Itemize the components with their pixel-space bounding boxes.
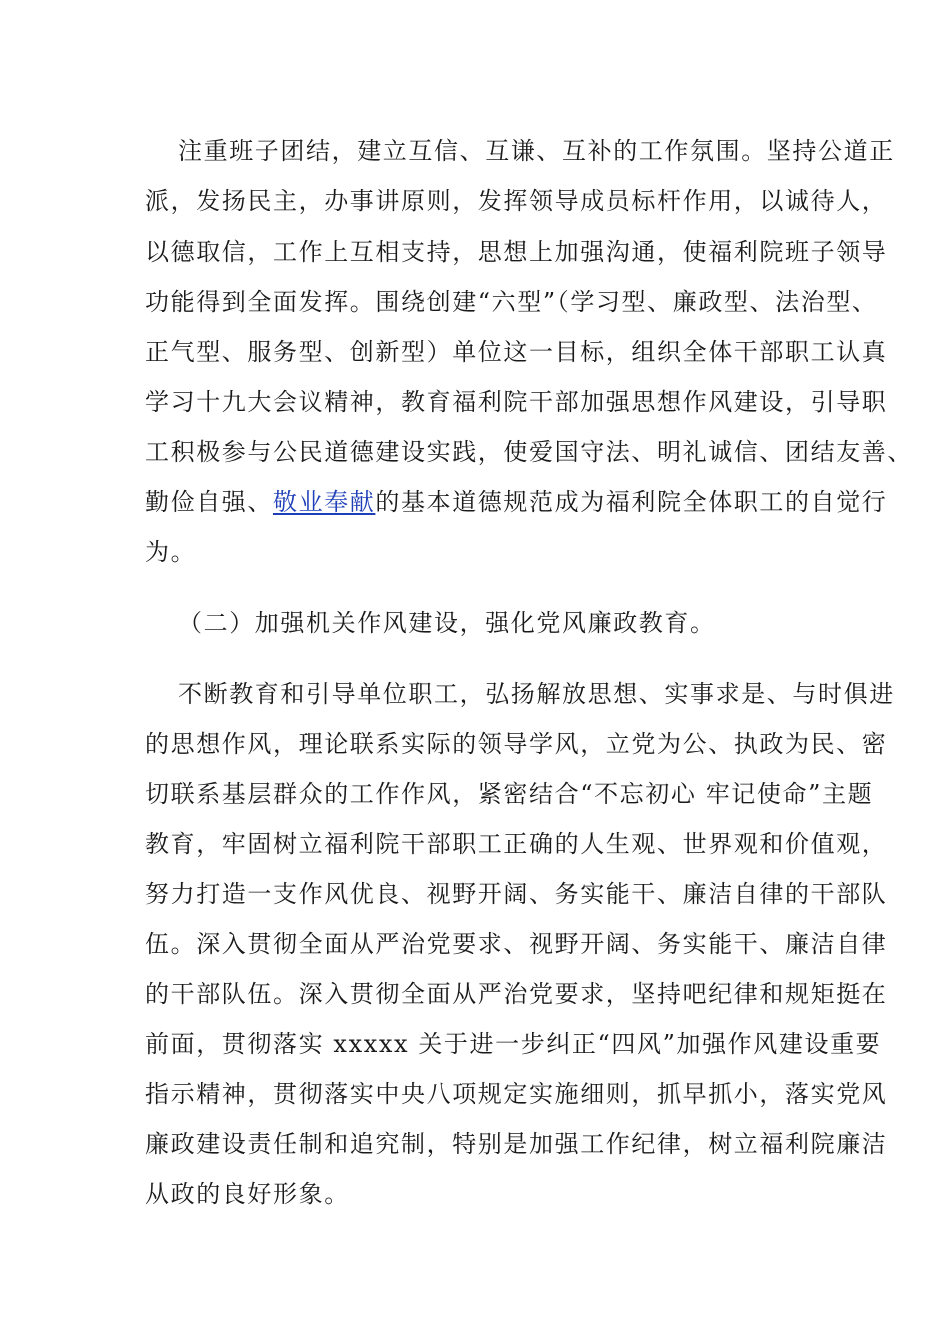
line-8-text-before: 勤俭自强、	[145, 488, 273, 516]
section-heading-2: （二）加强机关作风建设，强化党风廉政教育。	[178, 609, 716, 637]
paragraph-1-line-5: 正气型、服务型、创新型）单位这一目标，组织全体干部职工认真	[145, 338, 888, 366]
paragraph-2-line-8: 前面，贯彻落实 xxxxx 关于进一步纠正“四风”加强作风建设重要	[145, 1030, 882, 1058]
paragraph-2-line-4: 教育，牢固树立福利院干部职工正确的人生观、世界观和价值观，	[145, 830, 888, 858]
jingye-fengxian-link[interactable]: 敬业奉献	[273, 488, 376, 516]
paragraph-1-line-6: 学习十九大会议精神，教育福利院干部加强思想作风建设，引导职	[145, 388, 888, 416]
paragraph-2-line-6: 伍。深入贯彻全面从严治党要求、视野开阔、务实能干、廉洁自律	[145, 930, 888, 958]
paragraph-2-line-3: 切联系基层群众的工作作风，紧密结合“不忘初心 牢记使命”主题	[145, 780, 874, 808]
paragraph-1-line-1: 注重班子团结，建立互信、互谦、互补的工作氛围。坚持公道正	[178, 137, 895, 165]
paragraph-1-line-8	[145, 482, 887, 522]
paragraph-2-line-9: 指示精神，贯彻落实中央八项规定实施细则，抓早抓小，落实党风	[145, 1080, 888, 1108]
paragraph-1-line-2: 派，发扬民主，办事讲原则，发挥领导成员标杆作用，以诚待人，	[145, 187, 888, 215]
paragraph-2-line-7: 的干部队伍。深入贯彻全面从严治党要求，坚持吧纪律和规矩挺在	[145, 980, 888, 1008]
line-8-text-after: 的基本道德规范成为福利院全体职工的自觉行	[375, 488, 888, 516]
paragraph-2-line-5: 努力打造一支作风优良、视野开阔、务实能干、廉洁自律的干部队	[145, 880, 888, 908]
paragraph-2-line-11: 从政的良好形象。	[145, 1180, 350, 1208]
paragraph-1-line-9: 为。	[145, 538, 197, 566]
paragraph-1-line-7: 工积极参与公民道德建设实践，使爱国守法、明礼诚信、团结友善、	[145, 438, 913, 466]
paragraph-2-line-2: 的思想作风，理论联系实际的领导学风，立党为公、执政为民、密	[145, 730, 888, 758]
paragraph-2-line-1: 不断教育和引导单位职工，弘扬解放思想、实事求是、与时俱进	[178, 680, 895, 708]
paragraph-2-line-10: 廉政建设责任制和追究制，特别是加强工作纪律，树立福利院廉洁	[145, 1130, 888, 1158]
paragraph-1-line-3: 以德取信，工作上互相支持，思想上加强沟通，使福利院班子领导	[145, 238, 888, 266]
paragraph-1-line-4: 功能得到全面发挥。围绕创建“六型”（学习型、廉政型、法治型、	[145, 288, 878, 316]
